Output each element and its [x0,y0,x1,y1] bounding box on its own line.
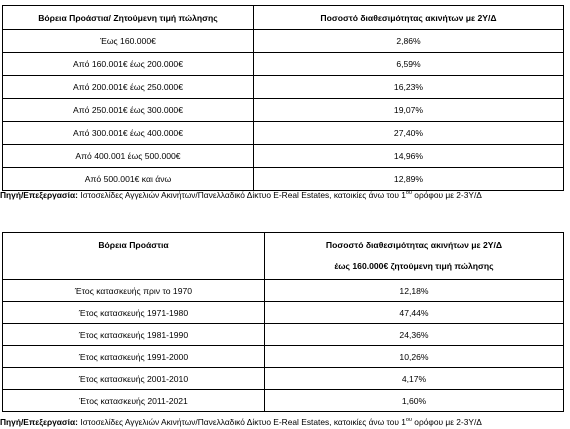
row-label: Έως 160.000€ [3,30,254,53]
column-header-availability [265,233,564,280]
row-value: 2,86% [254,30,564,53]
column-header-availability: Ποσοστό διαθεσιμότητας ακινήτων με 2Υ/Δ [254,6,564,30]
table-row [3,280,564,302]
table-row [3,76,564,99]
row-label: Έτος κατασκευής 2001-2010 [3,368,265,390]
source-text: Ιστοσελίδες Αγγελιών Ακινήτων/Πανελλαδικό Δίκτυο E-Real Estates, κατοικίες άνω του 1 [77,417,406,427]
row-value: 12,89% [254,168,564,191]
row-value: 4,17% [265,368,564,390]
row-value: 10,26% [265,346,564,368]
table-row [3,168,564,191]
row-label: Έτος κατασκευής 1971-1980 [3,302,265,324]
table-header-row [3,233,564,280]
table-header-row [3,6,564,30]
table-row [3,99,564,122]
construction-year-table [2,232,564,412]
row-value: 24,36% [265,324,564,346]
row-value: 12,18% [265,280,564,302]
table-row [3,390,564,412]
row-label: Από 160.001€ έως 200.000€ [3,53,254,76]
row-label: Από 300.001€ έως 400.000€ [3,122,254,145]
row-label: Έτος κατασκευής 1981-1990 [3,324,265,346]
source-text-end: ορόφου με 2-3Υ/Δ [411,417,482,427]
source-note [0,417,482,427]
row-label: Έτος κατασκευής 2011-2021 [3,390,265,412]
row-value: 47,44% [265,302,564,324]
table-row [3,122,564,145]
header-line-2: έως 160.000€ ζητούμενη τιμή πώλησης [334,261,494,271]
row-label: Από 500.001€ και άνω [3,168,254,191]
table-row [3,53,564,76]
row-value: 27,40% [254,122,564,145]
price-availability-table [2,5,564,191]
source-superscript: ου [405,190,412,197]
source-text-end: ορόφου με 2-3Υ/Δ [411,190,482,200]
table-row [3,324,564,346]
source-note [0,190,482,200]
column-header-area: Βόρεια Προάστια [3,233,265,280]
row-label: Από 200.001€ έως 250.000€ [3,76,254,99]
row-value: 14,96% [254,145,564,168]
row-value: 19,07% [254,99,564,122]
source-label: Πηγή/Επεξεργασία: [0,417,78,427]
row-label: Από 400.001 έως 500.000€ [3,145,254,168]
source-superscript: ου [405,417,412,424]
row-label: Έτος κατασκευής 1991-2000 [3,346,265,368]
source-label: Πηγή/Επεξεργασία: [0,190,78,200]
column-header-price: Βόρεια Προάστια/ Ζητούμενη τιμή πώλησης [3,6,254,30]
row-label: Έτος κατασκευής πριν το 1970 [3,280,265,302]
source-text: Ιστοσελίδες Αγγελιών Ακινήτων/Πανελλαδικό Δίκτυο E-Real Estates, κατοικίες άνω του 1 [77,190,406,200]
row-value: 6,59% [254,53,564,76]
header-line-1: Ποσοστό διαθεσιμότητας ακινήτων με 2Υ/Δ [325,240,503,250]
table-row [3,346,564,368]
table-row [3,30,564,53]
table-row [3,368,564,390]
table-row [3,145,564,168]
table-row [3,302,564,324]
row-value: 1,60% [265,390,564,412]
row-label: Από 250.001€ έως 300.000€ [3,99,254,122]
row-value: 16,23% [254,76,564,99]
